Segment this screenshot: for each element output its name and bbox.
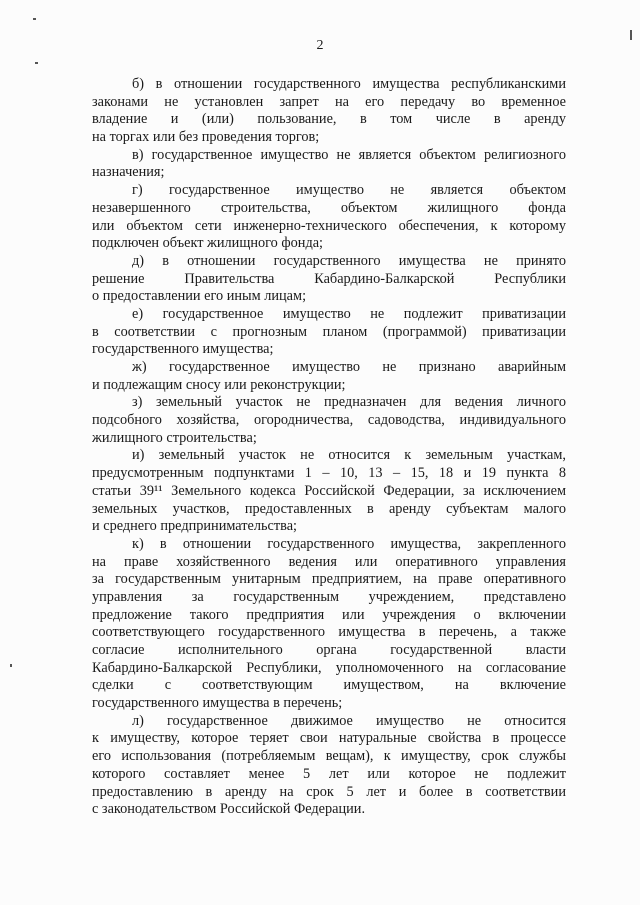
text-line: статьи 39¹¹ Земельного кодекса Российской Федерации, за исключением (92, 482, 566, 499)
text-line: о предоставлении его иным лицам; (92, 288, 307, 305)
text-line: владение и (или) пользование, в том числе в аренду (92, 111, 566, 128)
page-number: 2 (316, 38, 324, 53)
document-body (92, 76, 566, 819)
text-line: г) государственное имущество не является объектом (132, 182, 566, 199)
text-line: за государственным унитарным предприятием, на праве оперативного (92, 571, 566, 588)
text-line: жилищного строительства; (92, 429, 257, 446)
paragraph-e (92, 306, 566, 359)
paragraph-zh (92, 359, 566, 394)
text-line: на праве хозяйственного ведения или оперативного управления (92, 553, 566, 570)
text-line: б) в отношении государственного имущества республиканскими (132, 76, 566, 92)
paragraph-v (92, 147, 566, 182)
text-line: с законодательством Российской Федерации. (92, 801, 366, 818)
text-line: к) в отношении государственного имущества, закрепленного (132, 535, 566, 552)
paragraph-i (92, 447, 566, 535)
text-line: л) государственное движимое имущество не относится (132, 712, 566, 729)
text-line: незавершенного строительства, объектом жилищного фонда (92, 199, 566, 216)
scan-speck (35, 62, 38, 64)
text-line: з) земельный участок не предназначен для ведения личного (132, 394, 566, 411)
text-line: управления за государственным учреждением, представлено (92, 588, 566, 605)
text-line: которого составляет менее 5 лет или которое не подлежит (92, 765, 566, 782)
text-line: предусмотренным подпунктами 1 – 10, 13 – 15, 18 и 19 пункта 8 (92, 465, 566, 482)
paragraph-l (92, 713, 566, 819)
text-line: д) в отношении государственного имущества не принято (132, 252, 566, 269)
paragraph-g (92, 182, 566, 253)
scan-speck (33, 18, 36, 20)
paragraph-b (92, 76, 566, 147)
paragraph-k (92, 536, 566, 713)
text-line: и) земельный участок не относится к земельным участкам, (132, 447, 566, 464)
scan-speck (10, 664, 12, 667)
text-line: его использования (потребляемым вещам), к имуществу, срок службы (92, 748, 566, 765)
text-line: в) государственное имущество не является объектом религиозного (132, 146, 566, 163)
text-line: подсобного хозяйства, огородничества, садоводства, индивидуального (92, 412, 566, 429)
text-line: предоставлению в аренду на срок 5 лет и более в соответствии (92, 783, 566, 800)
text-line: или объектом сети инженерно-технического обеспечения, к которому (92, 217, 566, 234)
text-line: и среднего предпринимательства; (92, 518, 298, 535)
text-line: государственного имущества в перечень; (92, 695, 343, 712)
text-line: в соответствии с прогнозным планом (программой) приватизации (92, 323, 566, 340)
paragraph-d (92, 253, 566, 306)
text-line: законами не установлен запрет на его передачу во временное (92, 93, 566, 110)
text-line: сделки с соответствующим имуществом, на включение (92, 677, 566, 694)
paragraph-z (92, 394, 566, 447)
text-line: ж) государственное имущество не признано аварийным (132, 359, 566, 375)
text-line: предложение такого предприятия или учреждения о включении (92, 606, 566, 623)
text-line: к имуществу, которое теряет свои натуральные свойства в процессе (92, 730, 566, 747)
text-line: и подлежащим сносу или реконструкции; (92, 376, 346, 393)
text-line: е) государственное имущество не подлежит приватизации (132, 305, 566, 322)
text-line: государственного имущества; (92, 341, 274, 358)
text-line: назначения; (92, 164, 165, 181)
text-line: Кабардино-Балкарской Республики, уполномоченного на согласование (92, 659, 566, 676)
text-line: на торгах или без проведения торгов; (92, 129, 320, 146)
text-line: подключен объект жилищного фонда; (92, 235, 324, 252)
text-line: соответствующего государственного имущества в перечень, а также (92, 624, 566, 641)
text-line: решение Правительства Кабардино-Балкарской Республики (92, 270, 566, 287)
text-line: земельных участков, предоставленных в аренду субъектам малого (92, 500, 566, 517)
text-line: согласие исполнительного органа государственной власти (92, 642, 566, 658)
